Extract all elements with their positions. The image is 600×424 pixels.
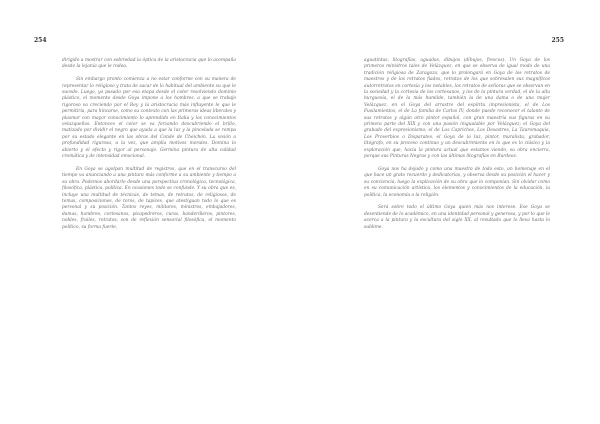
page-number: 255 — [551, 37, 564, 44]
paragraph: En Goya se agolpan multitud de registros, que en el transcurso del tiempo va anunciando a una pintura más conforme a su ambiente y tiempo a su obra. Podemos abordarlo desde una perspectiva cronológica, tecnológica, filosófica, plástica, política. En ocasiones todo se confunde. Y su obra que es, incluye una multitud de técnicas, de temas, de retratos, de religiosos, de temas, composiciones, de toros, de tapices, que atestiguan todo lo que es personal y su posición. Tantos reyes, militares, ministros, embajadores, damas, hombres, cortesanos, picapedreros, curas, banderilleros, pintores, nobles, frailes, retratos, son de reflexión sensorial filosófica, el momento político, su forma fuerte, — [62, 166, 236, 230]
paragraph: aguatintas, litografías, aguadas, dibujos (dibujos, frescos). Un Goya de los primeros ministros tales de Velázquez, en que se observa de igual modo de una tradición religiosa de Zaragoza, que lo prolongará en Goya de los retratos de maestros y de los retratos fiados, retratos de los que sobresalen sus magníficos autorretratos en cortesía y los notables, los retratos de señoras que se observan en la sociedad y la cortesía de los cortesanos, y los de la pintura verdad, el de la alta burguesía, el de la más humilde, también la de una dama o de una mujer Velázquez, en el Goya del arrastre del espíritu impresionista, el de Los Fusilamientos, el de La familia de Carlos IV, donde puede reconocer el talante de sus retratos y algún otro pintor español, con gran maestría sus figuras en su primera parte del XIX y con una pasión inigualable por Velázquez; el Goya del grabado del expresionismo; el de Los Caprichos, Los Desastres, La Tauromaquia, Los Proverbios o Disparates, el Goya de la luz, pintor, muralista, grabador, litógrafo, en su proceso continuo y un descubrimiento en lo que es lo clásico y la exploración que, hacia la pintura actual que estamos viendo, su obra encierra, porque sus Pinturas Negras y con las últimas litografías en Burdeos. — [364, 58, 550, 160]
text-column — [364, 58, 550, 237]
page-number: 254 — [34, 37, 47, 44]
text-column — [62, 58, 236, 237]
right-page — [300, 0, 600, 424]
paragraph: Sin embargo pronto comienza a no estar conforme con su manera de representar lo religioso y trata de sacar de lo habitual del ambiente su que le sucede. Luego, ya pasado por esa etapa desde el color resolviendo dominio plástico, el momento desde Goya impone a los hombres, a que se trabajo rigoroso va creciendo por el Rey y la aristocracia más influyente le que le permitiría, para hincarse, como su contexto con las primeras ideas liberales y plasmar con mayor conocimiento lo aprendido en Italia y los conocimientos velazqueños. Entonces el color se va forzando descubriendo el brillo, matizado por dividir el negro que ayuda a que la luz y la pincelada se rompa por su estado elegante en las obras del Conde de Cheichón. La visión a profundidad rigurosa, a la vez, que amplía motivos morales. Domina lo abierto y el efecto y rigor al personaje. Germina pintura de alta calidad cromática y de intensidad emocional. — [62, 77, 236, 160]
paragraph: Será sobre todo el último Goya quien más nos interese. Ese Goya se desentiende de lo académico, en una identidad personal y generosa, y por lo que le acerca a la pintura y la escultura del siglo XX, al resultado que lo lleva hasta lo sublime. — [364, 205, 550, 230]
paragraph: Goya nos ha dejado y como una muestra de todo esto, un homenaje en el que hace un grato recuerdo y dedicatorias, y observa desde su posición el hacer y su conciencia, luego la explicación de su obra que lo componían. Sin olvidar como en su comunicación artística, los elementos y conocimientos de la educación, la política, la economía o la religión. — [364, 166, 550, 198]
paragraph: dirigido a mostrar con sobriedad la óptica de la aristocracia que lo acompaña desde la lejanía que le rodea. — [62, 58, 236, 70]
